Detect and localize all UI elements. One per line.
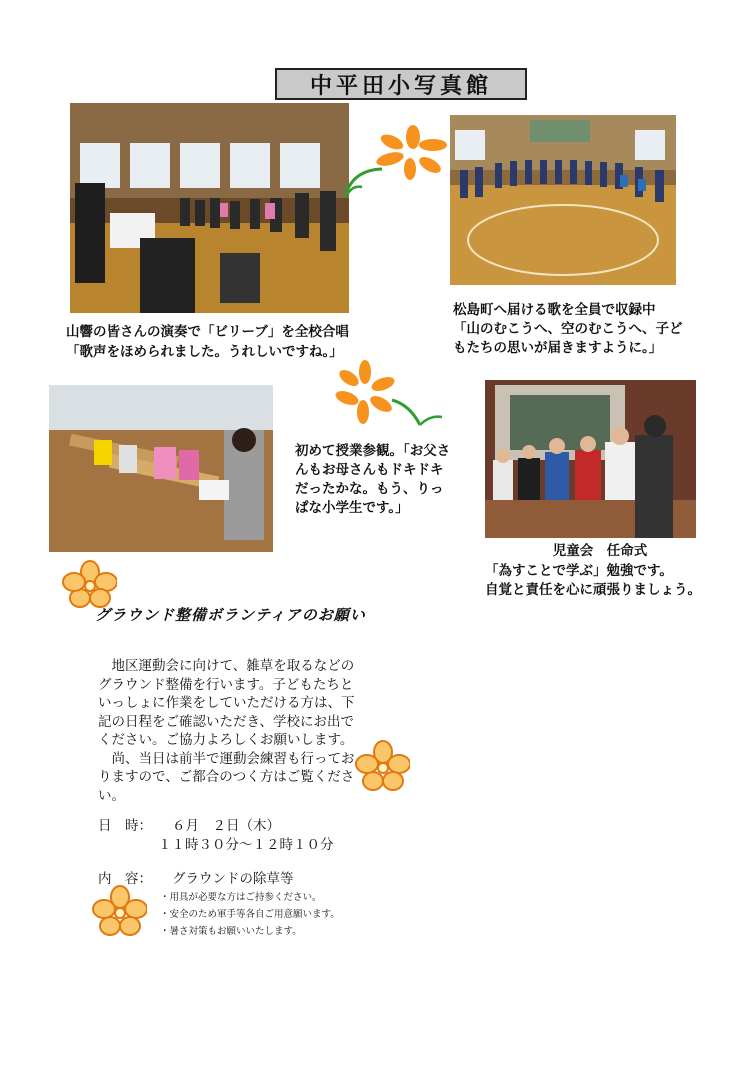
- outline-flower-icon: [62, 560, 117, 610]
- note-item: ・安全のため軍手等各自ご用意願います。: [160, 909, 340, 920]
- caption-class-visit: 初めて授業参観。「お父さ んもお母さんもドキドキ だったかな。もう、りっ ぱな小学生です。」: [295, 443, 451, 516]
- caption-concert-1: 山響の皆さんの演奏で「ビリーブ」を全校合唱: [66, 324, 349, 340]
- caption-council-title: 児童会 任命式: [552, 543, 648, 559]
- orange-flower-icon-2: [335, 360, 395, 425]
- photo-concert: [70, 103, 349, 313]
- page-title: 中平田小写真館: [275, 68, 527, 100]
- content-label: 内 容：: [98, 871, 152, 887]
- content-value: グラウンドの除草等: [172, 871, 294, 887]
- photo-class-visit: [49, 385, 273, 552]
- caption-recording: 松島町へ届ける歌を全員で収録中 「山のむこうへ、空のむこうへ、子ど もたちの思いが届きますように。」: [453, 302, 683, 356]
- caption-council-text: 「為すことで学ぶ」勉強です。 自覚と責任を心に頑張りましょう。: [485, 563, 701, 598]
- notice-body: 地区運動会に向けて、雑草を取るなどの グラウンド整備を行います。子どもたちと いっしょに作業をしていただける方は、下 記の日程をご確認いただき、学校にお出で ください。ご協力よろしくお願いします。 尚、当日は前半で運動会練習も行ってお りますので、ご都合のつく方はご覧くださ い。: [98, 658, 355, 804]
- caption-concert-2: 「歌声をほめられました。うれしいですね。」: [66, 344, 343, 360]
- photo-recording: [450, 115, 676, 285]
- green-stem-icon-2: [390, 395, 445, 439]
- note-item: ・用具が必要な方はご持参ください。: [160, 892, 322, 903]
- note-item: ・暑さ対策もお願いいたします。: [160, 926, 302, 937]
- outline-flower-icon-3: [92, 885, 147, 940]
- date-label: 日 時：: [98, 818, 152, 834]
- orange-flower-icon: [375, 125, 450, 180]
- date-value: ６月 ２日（木）: [172, 818, 280, 834]
- notice-heading: グラウンド整備ボランティアのお願い: [95, 606, 366, 624]
- time-value: １１時３０分～１２時１０分: [158, 837, 334, 853]
- photo-council: [485, 380, 696, 538]
- green-stem-icon: [340, 165, 385, 204]
